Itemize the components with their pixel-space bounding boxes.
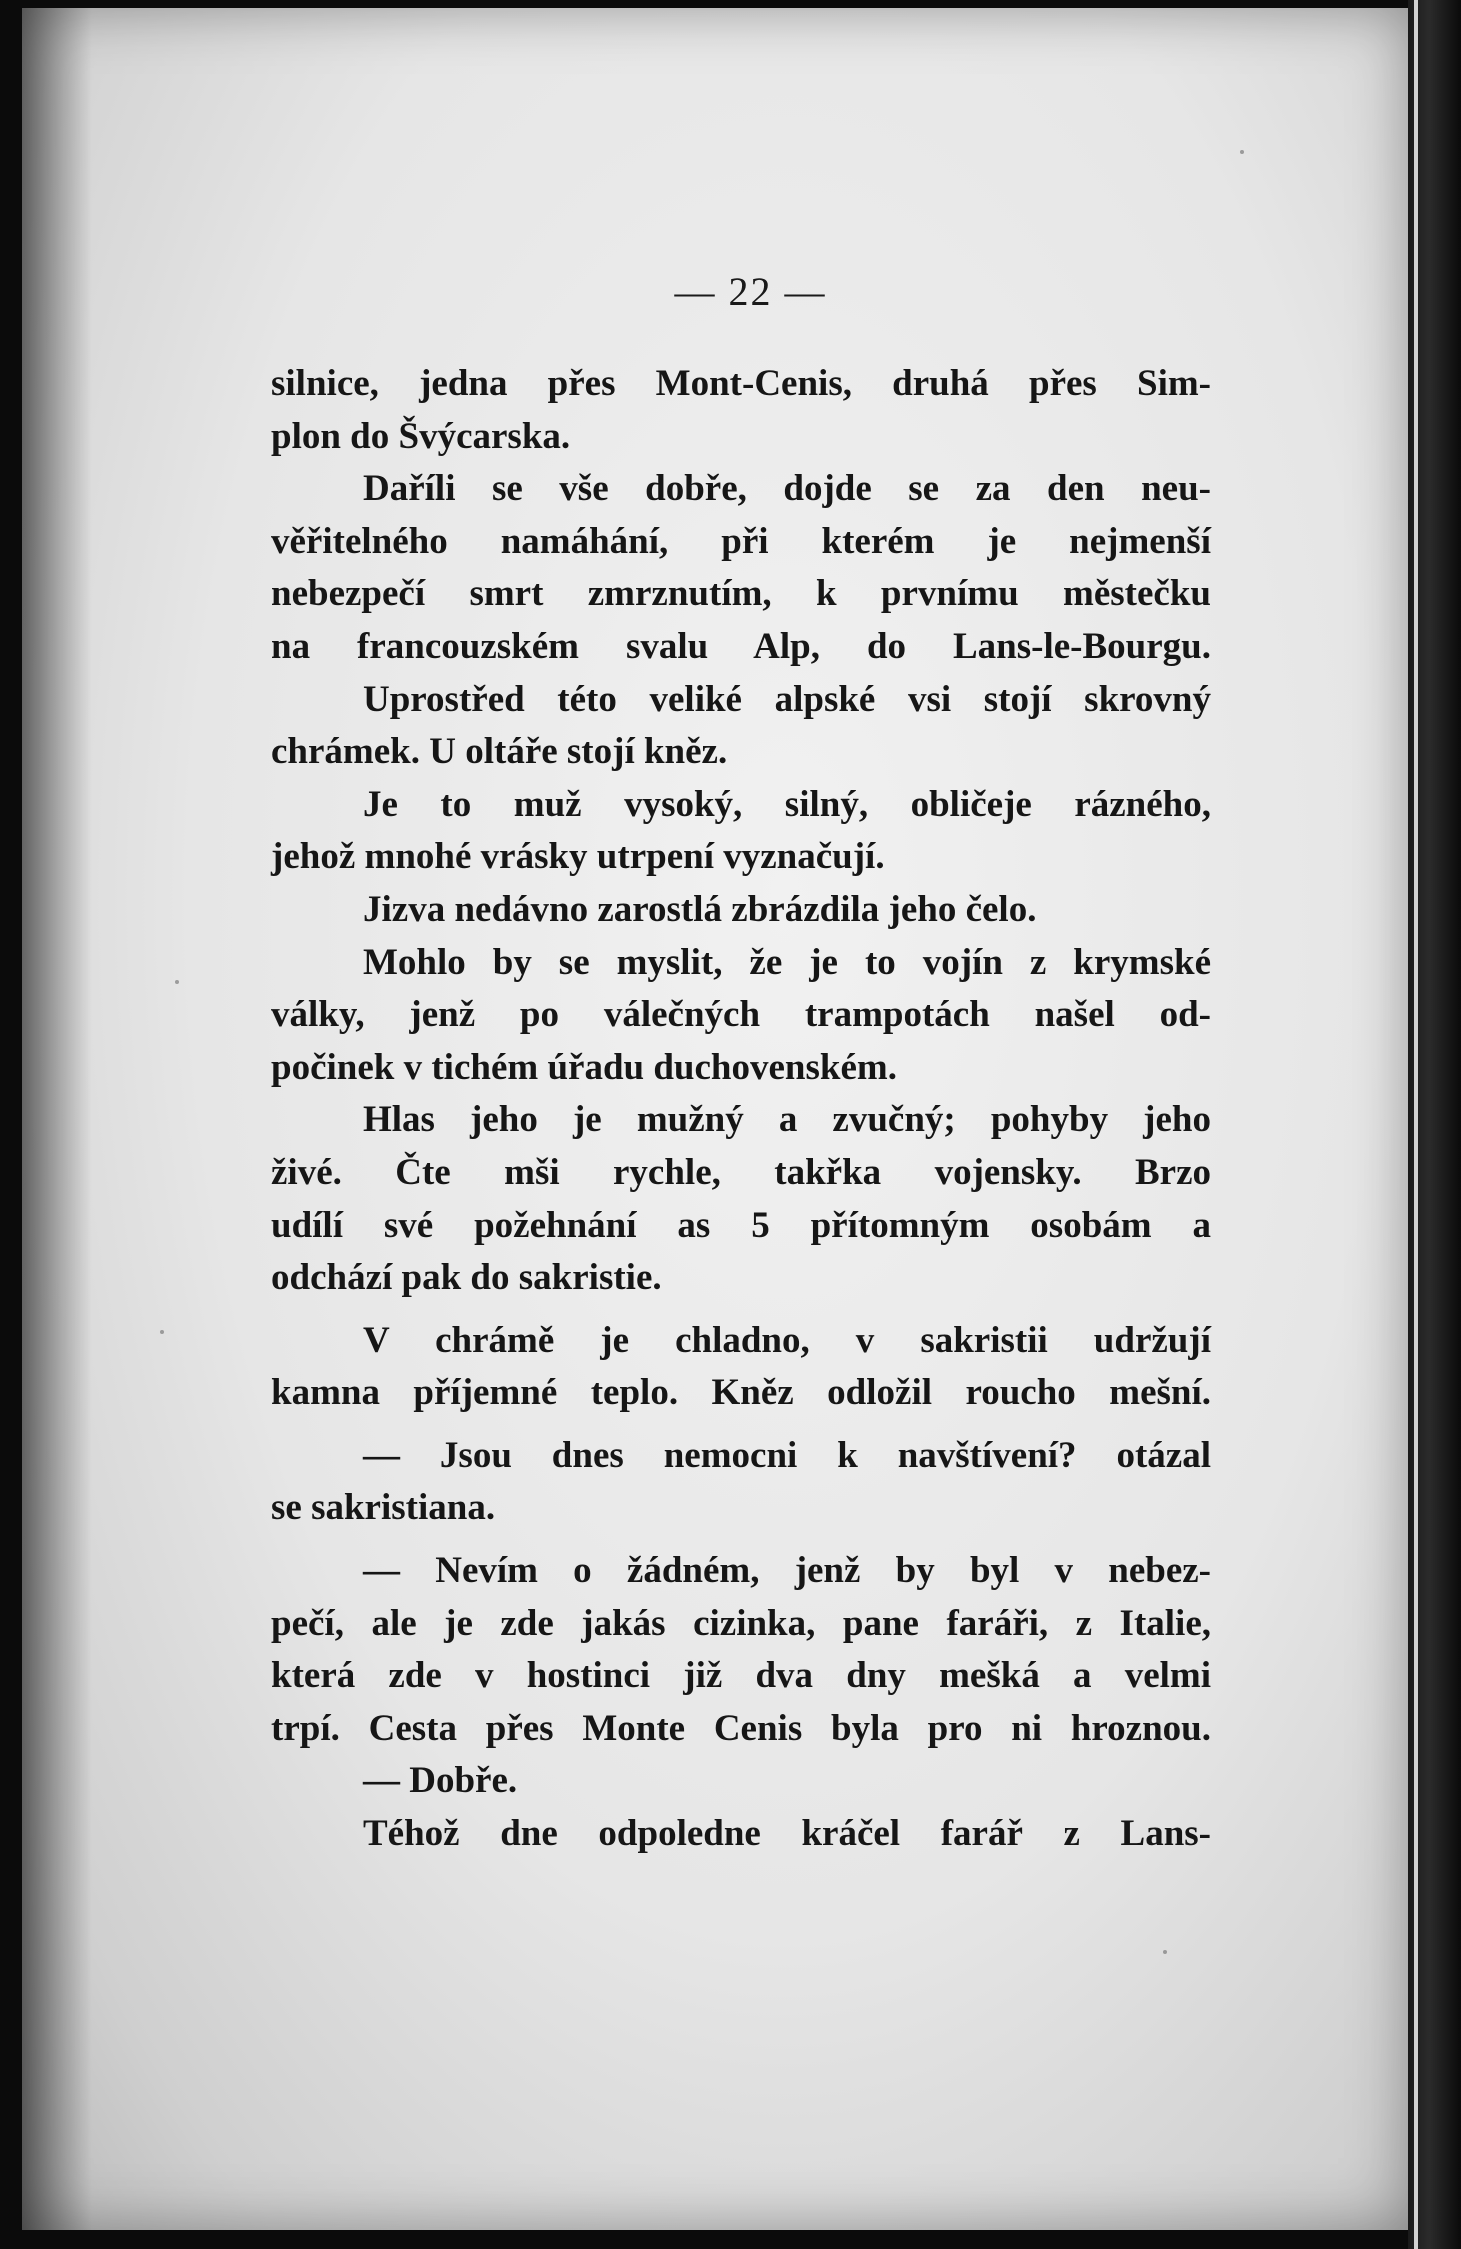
gutter-shadow [22,8,92,2230]
text-line: V chrámě je chladno, v sakristii udržují [363,1319,1211,1361]
text-line: živé. Čte mši rychle, takřka vojensky. Brzo [271,1151,1211,1193]
text-line: která zde v hostinci již dva dny mešká a velmi [271,1655,1211,1697]
text-line: Je to muž vysoký, silný, obličeje rázného, [363,783,1211,825]
text-line: Hlas jeho je mužný a zvučný; pohyby jeho [363,1099,1211,1141]
speck [1163,1950,1167,1954]
text-line: trpí. Cesta přes Monte Cenis byla pro ni hroznou. [271,1707,1211,1749]
text-line: — Jsou dnes nemocni k navštívení? otázal [363,1434,1211,1476]
text-line: na francouzském svalu Alp, do Lans-le-Bourgu. [271,625,1211,667]
text-line: počinek v tichém úřadu duchovenském. [271,1046,897,1088]
speck [1240,150,1244,154]
page-number: — 22 — [674,269,827,314]
text-line: udílí své požehnání as 5 přítomným osobám a [271,1204,1211,1246]
text-line: války, jenž po válečných trampotách našel od- [271,994,1211,1036]
text-line: Téhož dne odpoledne kráčel farář z Lans- [363,1813,1211,1855]
text-line: silnice, jedna přes Mont-Cenis, druhá přes Sim- [271,363,1211,404]
text-line: se sakristiana. [271,1487,496,1529]
text-line: jehož mnohé vrásky utrpení vyznačují. [271,836,885,878]
text-line: Daříli se vše dobře, dojde se za den neu- [363,468,1211,510]
text-line: — Nevím o žádném, jenž by byl v nebez- [363,1550,1211,1592]
speck [160,1330,164,1334]
speck [175,980,179,984]
text-line: Jizva nedávno zarostlá zbrázdila jeho čelo. [363,888,1037,930]
text-line: kamna příjemné teplo. Kněz odložil roucho mešní. [271,1372,1211,1414]
text-line: — Dobře. [363,1760,518,1802]
text-line: nebezpečí smrt zmrznutím, k prvnímu městečku [271,573,1211,615]
text-line: Uprostřed této veliké alpské vsi stojí skrovný [363,678,1211,720]
body-text [271,358,1211,1861]
text-line: plon do Švýcarska. [271,415,571,457]
text-line: Mohlo by se myslit, že je to vojín z krymské [363,941,1211,983]
text-line: pečí, ale je zde jakás cizinka, pane faráři, z Italie, [271,1602,1211,1644]
text-line: odchází pak do sakristie. [271,1257,662,1299]
text-line: chrámek. U oltáře stojí kněz. [271,731,728,773]
page-edge-highlight [1414,0,1418,2249]
text-line: věřitelného namáhání, při kterém je nejmenší [271,520,1211,562]
